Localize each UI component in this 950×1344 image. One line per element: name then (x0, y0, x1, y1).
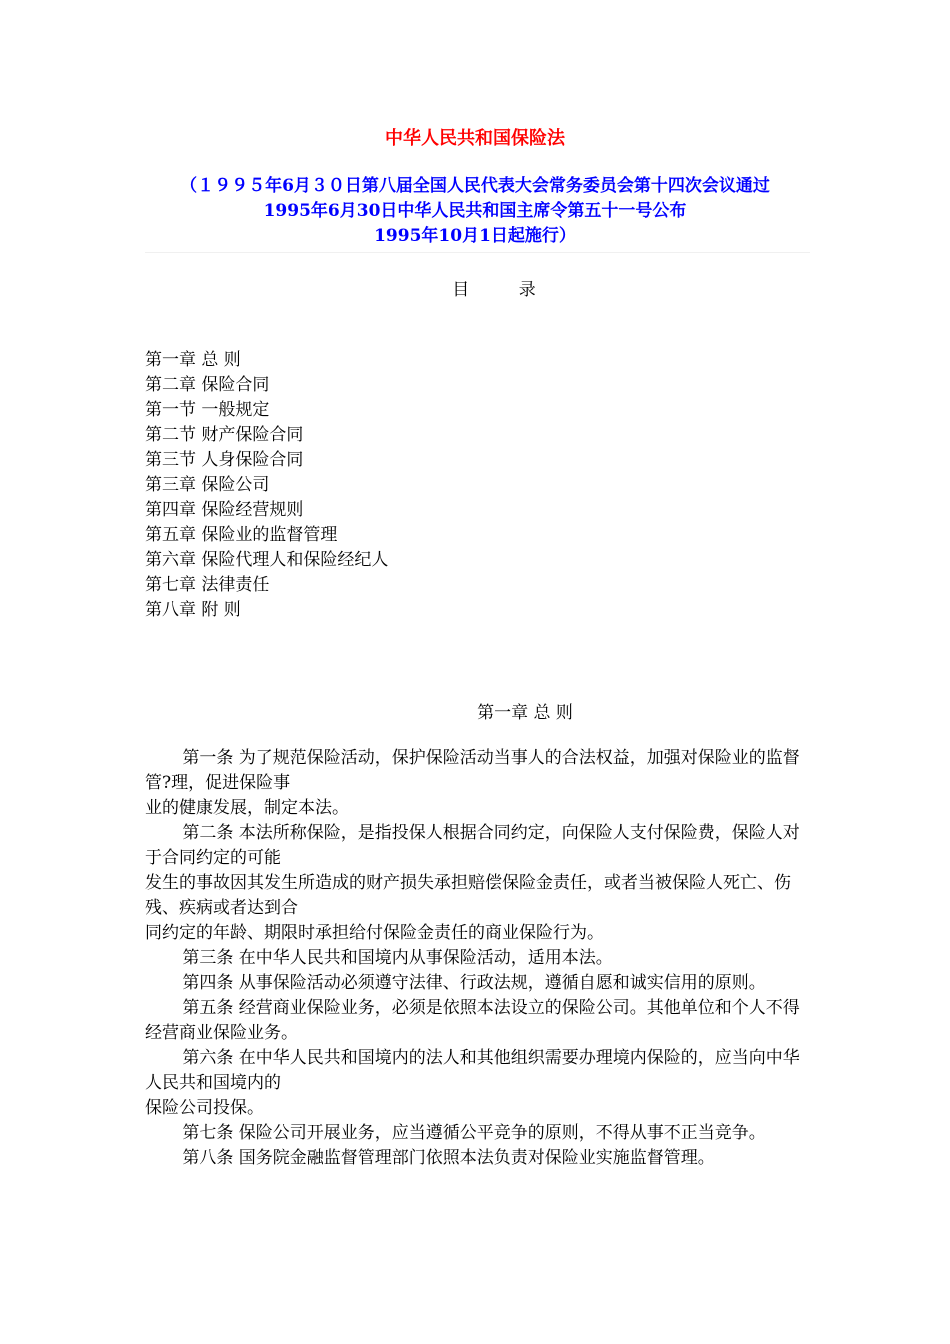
article-paragraph: 第六条 在中华人民共和国境内的法人和其他组织需要办理境内保险的，应当向中华人民共和国境内的 (145, 1048, 800, 1093)
toc-item: 第三章 保险公司 (145, 475, 270, 495)
article-paragraph: 第一条 为了规范保险活动，保护保险活动当事人的合法权益，加强对保险业的监督管?理，促进保险事 (145, 748, 800, 793)
article-continuation: 发生的事故因其发生所造成的财产损失承担赔偿保险金责任，或者当被保险人死亡、伤残、疾病或者达到合 (145, 873, 791, 918)
enactment-note-line-3: 1995年10月1日起施行） (374, 226, 576, 246)
toc-item: 第二章 保险合同 (145, 375, 270, 395)
article-paragraph: 第八条 国务院金融监督管理部门依照本法负责对保险业实施监督管理。 (182, 1148, 715, 1168)
article-paragraph: 第三条 在中华人民共和国境内从事保险活动，适用本法。 (182, 948, 613, 968)
toc-item: 第六章 保险代理人和保险经纪人 (145, 550, 389, 570)
article-paragraph: 第七条 保险公司开展业务，应当遵循公平竞争的原则，不得从事不正当竞争。 (182, 1123, 766, 1143)
table-of-contents (145, 348, 388, 623)
articles-body (145, 746, 810, 1171)
enactment-note (120, 174, 830, 249)
enactment-note-line-1: （１９９５年6月３０日第八届全国人民代表大会常务委员会第十四次会议通过 (180, 176, 770, 196)
toc-heading: 目 录 (452, 280, 558, 300)
document-title: 中华人民共和国保险法 (385, 128, 565, 149)
article-continuation: 保险公司投保。 (145, 1098, 264, 1118)
article-paragraph: 第四条 从事保险活动必须遵守法律、行政法规，遵循自愿和诚实信用的原则。 (182, 973, 766, 993)
toc-item: 第七章 法律责任 (145, 575, 270, 595)
divider (145, 252, 810, 253)
chapter-heading: 第一章 总 则 (477, 703, 573, 723)
article-paragraph: 第五条 经营商业保险业务，必须是依照本法设立的保险公司。其他单位和个人不得经营商业保险业务。 (145, 998, 800, 1043)
article-continuation: 同约定的年龄、期限时承担给付保险金责任的商业保险行为。 (145, 923, 604, 943)
toc-item: 第一节 一般规定 (145, 400, 270, 420)
article-continuation: 业的健康发展，制定本法。 (145, 798, 349, 818)
toc-item: 第二节 财产保险合同 (145, 425, 304, 445)
article-paragraph: 第二条 本法所称保险，是指投保人根据合同约定，向保险人支付保险费，保险人对于合同约定的可能 (145, 823, 800, 868)
toc-item: 第三节 人身保险合同 (145, 450, 304, 470)
toc-item: 第八章 附 则 (145, 600, 241, 620)
toc-item: 第一章 总 则 (145, 350, 241, 370)
toc-item: 第四章 保险经营规则 (145, 500, 304, 520)
toc-item: 第五章 保险业的监督管理 (145, 525, 338, 545)
enactment-note-line-2: 1995年6月30日中华人民共和国主席令第五十一号公布 (263, 201, 687, 221)
